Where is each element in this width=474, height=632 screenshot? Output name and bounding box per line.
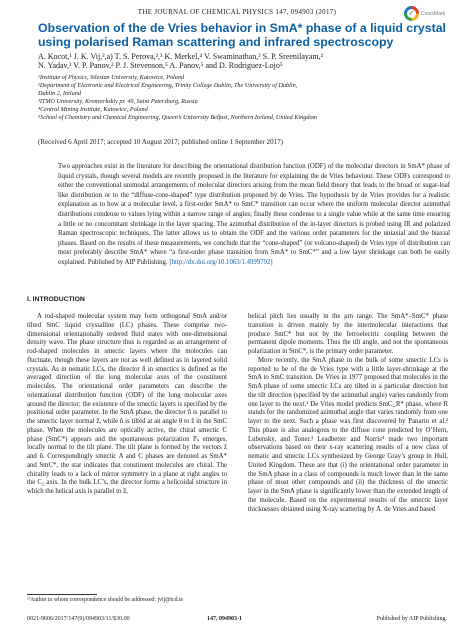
publisher-line: Published by AIP Publishing. <box>376 616 447 622</box>
abstract-text: Two approaches exist in the literature for describing the orientational distribution function (ODF) of the molecular directors in SmA* phase of liquid crystals, though several models are recently proposed in the literature for explaining the de Vries behaviour. These ODFs correspond to either the conventional unimodal arrangements of molecular directors arising from the mean field theory that leads to the broad or sugar-loaf like distribution or to the “diffuse-cone-shaped” type distribution proposed by de Vries. The hypothesis by de Vries provides for a realistic explanation as to how at a molecular level, a first-order SmA* to SmC* transition can occur where the uniform molecular director azimuthal distributions condense to values lying within a narrow range of angles; finally these condense to a single value while at the same time ensuring a little or no concomitant shrinkage in the layer spacing. The azimuthal distribution of the in-layer directors is probed using IR and polarized Raman spectroscopic techniques. The latter allows us to obtain the ODF and the various order parameters for the uniaxial and the biaxial phases. Based on the results of these measurements, we conclude that the “cone-shaped” (or volcano-shaped) de Vries type of distribution can most preferably describe SmA* where “a first-order phase transition from SmA* to SmC*” and a low layer shrinkage can both be easily explained. Published by AIP Publishing. <box>58 163 450 266</box>
affiliation: Dublin 2, Ireland <box>38 89 81 97</box>
affiliation-list <box>38 74 458 121</box>
title-line: Observation of the de Vries behavior in SmA* phase of a liquid crystal <box>38 21 446 35</box>
author-line: A. Kocot,¹ J. K. Vij,²,a) T. S. Perova,²,³ K. Merkel,⁴ V. Swaminathan,² S. P. Sreenilayam,² <box>38 52 324 61</box>
author-line: N. Yadav,² V. P. Panov,² P. J. Stevenson,⁵ A. Panov,⁵ and D. Rodriguez-Lojo⁵ <box>38 61 283 71</box>
affiliation: ²Department of Electronic and Electrical Engineering, Trinity College Dublin, The University of Dublin, <box>38 81 298 89</box>
crossmark-icon <box>404 6 419 21</box>
page-footer <box>27 616 447 625</box>
affiliation: ⁴Central Mining Institute, Katowice, Poland <box>38 105 148 113</box>
author-list <box>38 52 458 71</box>
doi-link[interactable]: [http://dx.doi.org/10.1063/1.4999792] <box>169 258 273 266</box>
affiliation: ¹Institute of Physics, Silesian University, Katowice, Poland <box>38 74 185 81</box>
footnote: ᵃ⁾Author to whom correspondence should be addressed: jvij@tcd.ie <box>27 597 184 603</box>
body-paragraph: A rod-shaped molecular system may form orthogonal SmA and/or tilted SmC liquid crystalline (LC) phases. These comprise two-dimensional orientationally ordered fluid states with one-dimensional density wave. The phase structure thus is regarded as an arrangement of rod-shaped molecules in smectic layers where the molecules can fluctuate, though these layers are not as well defined as in layered solid crystals. As in nematic LCs, the director n̂ in smectics is defined as the averaged direction of the long molecular axes of the constituent molecules. The orientational order parameters can describe the orientational distribution function (ODF) of the long molecular axes around the director; the existence of the smectic layers is specified by the positional order parameter. In the SmA phase, the director n̂ is parallel to the smectic layer normal ẑ, while n̂ is tilted at an angle θ to ẑ in the SmC phase. When the molecules are optically active, the chiral smectic C phase (SmC*) appears and the spontaneous polarization Pₛ emerges, locally normal to the tilt plane. The tilt plane is formed by the vectors ẑ and n̂. Correspondingly smectic A and C phases are denoted as SmA* and SmC*, the star indicates that constituent molecules are chiral. The chirality leads to a lack of mirror symmetry in a plane at right angles to the C₂ axis. In the bulk LC’s, the director forms a helicoidal structure in which the helical axis is parallel to ẑ, <box>27 313 227 495</box>
crossmark-label: CrossMark <box>421 10 446 17</box>
crossmark-glyph: ✓ <box>408 9 415 17</box>
left-column <box>27 313 227 497</box>
paper-title <box>38 22 458 49</box>
received-dates: (Received 6 April 2017; accepted 10 August 2017; published online 1 September 2017) <box>38 138 283 146</box>
section-heading: I. INTRODUCTION <box>27 296 85 303</box>
body-paragraph: helical pitch lies usually in the μm range. The SmA*–SmC* phase transition is driven mainly by the intermolecular interactions that produce SmC* but not by the ferroelectric coupling between the permanent dipole moments. Thus the tilt angle, and not the spontaneous polarization in SmC*, is the primary order parameter. <box>248 313 448 355</box>
page-number: 147, 094903-1 <box>207 616 242 622</box>
crossmark-badge[interactable] <box>404 6 445 21</box>
body-paragraph: More recently, the SmA phase in the bulk of some smectic LCs is reported to be of the de Vries type with a little layer-shrinkage at the SmA to SmC transition. De Vries in 1977 proposed that molecules in the SmA phase of some smectic LCs are tilted in a particular direction but the tilt direction (specified by the azimuthal angle) varies randomly from one layer to the next.¹ De Vries model predicts SmC_R* phase, where R stands for the randomized azimuthal angle that varies randomly from one layer to the next. Such a phase was first discovered by Panarin et al.² This phase is also analogous to the diffuse cone predicted by O’Hern, Lubensky, and Toner.³ Leadbetter and Norris⁴ made two important observations based on their x-ray scattering results of a new class of nematic and smectic LCs synthesized by George Gray’s group in Hull, United Kingdom. These are that (i) the orientational order parameter in the SmA phase in a class of compounds is much lower than in the same phase of most other compounds and (ii) the thickness of the smectic layer in the SmA phase is significantly lower than the extended length of the molecule. Based on the experimental results of the smectic layer thicknesses obtained using X-ray scattering by A. de Vries and based <box>248 356 448 513</box>
journal-header: THE JOURNAL OF CHEMICAL PHYSICS 147, 094903 (2017) <box>137 8 337 16</box>
footnote-divider <box>27 594 97 595</box>
affiliation: ³ITMO University, Kronverkskiy pr. 49, Saint Petersburg, Russia <box>38 97 198 105</box>
affiliation: ⁵School of Chemistry and Chemical Engineering, Queen’s University Belfast, Northern Ireland, United Kingdom <box>38 113 318 121</box>
abstract <box>58 162 450 268</box>
right-column <box>248 313 448 514</box>
title-line: using polarised Raman scattering and infrared spectroscopy <box>38 34 394 49</box>
issn-line: 0021-9606/2017/147(9)/094903/11/$30.00 <box>27 616 130 622</box>
